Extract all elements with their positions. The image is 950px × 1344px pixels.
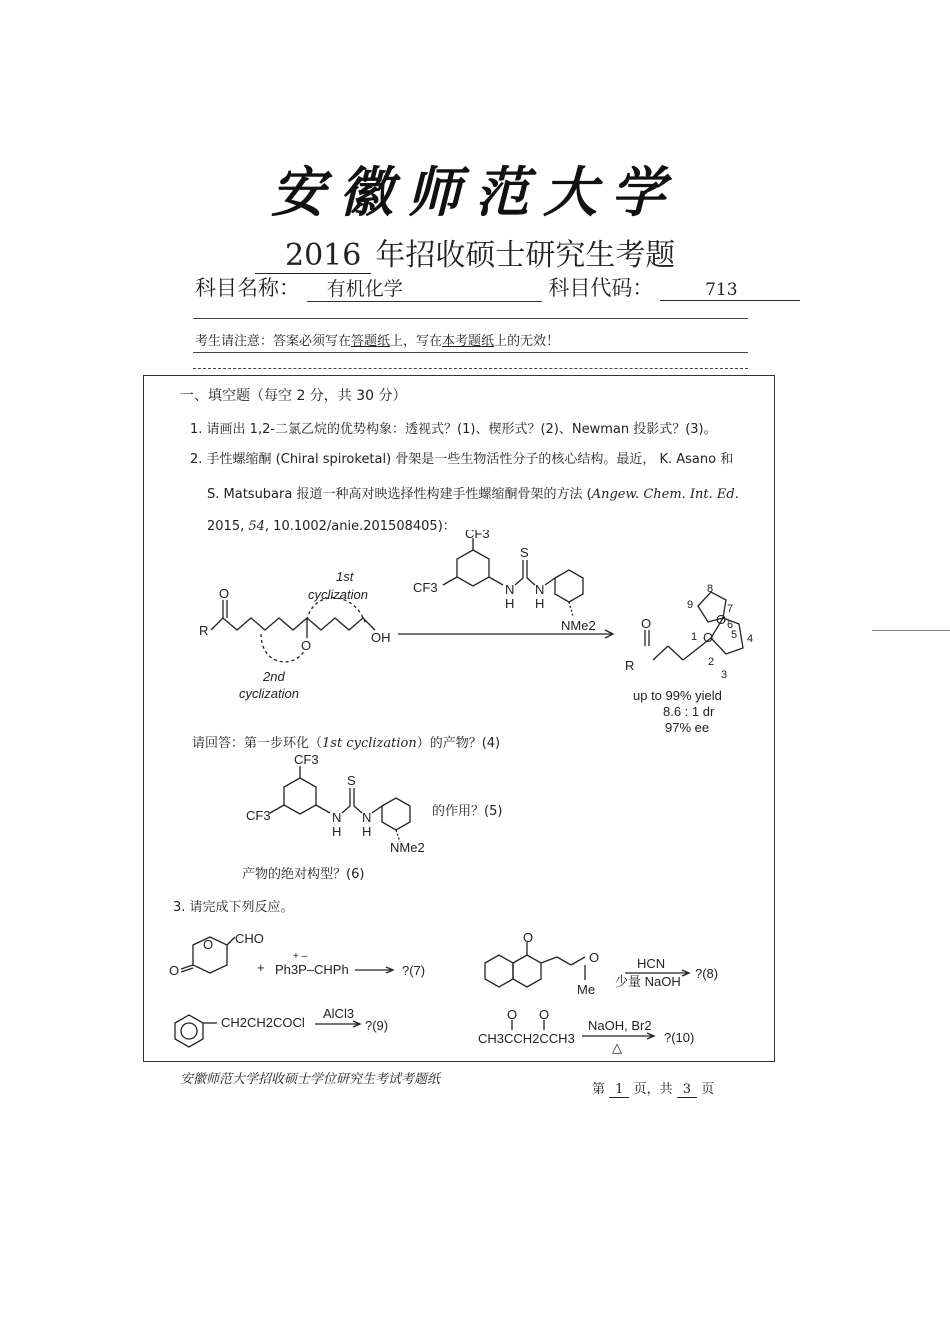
atom-number-4: 4 (747, 633, 754, 645)
q2-doi: , 10.1002/anie.201508405)： (264, 519, 456, 534)
catalyst2-cf3-top: CF3 (294, 752, 319, 767)
question-2-line2 (207, 483, 739, 502)
reaction-8 (475, 928, 765, 1003)
product-r: R (625, 658, 635, 673)
catalyst-n1: N (505, 582, 515, 597)
page-suffix: 页 (701, 1082, 715, 1097)
catalyst-n2: N (535, 582, 545, 597)
exam-title (255, 230, 675, 274)
r8-o-ketone: O (523, 930, 534, 945)
r8-o-methylketone: O (589, 950, 600, 965)
scan-artifact-line (872, 630, 950, 631)
atom-number-1: 1 (691, 631, 698, 643)
section-heading: 一、填空题（每空 2 分，共 30 分） (180, 388, 407, 404)
q2-ask1-italic: 1st cyclization (322, 736, 417, 751)
exam-title-text: 年招收硕士研究生考题 (375, 238, 676, 273)
question-2-ask3: 产物的绝对构型？(6) (242, 867, 365, 882)
r7-o-ring: O (203, 937, 214, 952)
reaction-10 (478, 1010, 738, 1055)
catalyst2-s: S (347, 773, 356, 788)
reaction-7 (165, 925, 455, 995)
reactant-r: R (199, 623, 209, 638)
label-first-cyclization-b: cyclization (308, 587, 368, 602)
question-3: 3. 请完成下列反应。 (173, 900, 294, 915)
r7-ylide: Ph3P–CHPh (275, 962, 349, 977)
label-second-cyclization-b: cyclization (239, 686, 299, 701)
r9-answer: ?(9) (365, 1018, 389, 1033)
subject-name-label: 科目名称： (195, 276, 300, 300)
q2-line2-text: S. Matsubara 报道一种高对映选择性构建手性螺缩酮骨架的方法 ( (207, 487, 592, 502)
spiroketal-reaction-scheme (143, 530, 773, 745)
header-rule-bottom (193, 368, 748, 369)
exam-notice (195, 330, 559, 349)
page-total: 3 (677, 1082, 697, 1098)
r7-o-exo: O (169, 963, 180, 978)
product-o1: O (703, 630, 714, 645)
page-prefix: 第 (592, 1082, 606, 1097)
atom-number-7: 7 (727, 603, 734, 615)
product-dr: 8.6 : 1 dr (663, 704, 715, 719)
r10-answer: ?(10) (664, 1030, 695, 1045)
notice-suffix: 上的无效！ (494, 334, 560, 349)
label-first-cyclization-a: 1st (336, 569, 354, 584)
question-2-ask2: 的作用？(5) (432, 804, 503, 819)
catalyst2-h1: H (332, 824, 342, 839)
r8-reagent-bottom: 少量 NaOH (615, 974, 681, 989)
catalyst2-cf3-left: CF3 (246, 808, 271, 823)
atom-number-8: 8 (707, 583, 714, 595)
notice-prefix: 考生请注意：答案必须写在 (195, 334, 352, 349)
footer-page-info (592, 1078, 714, 1097)
catalyst-nme2: NMe2 (561, 618, 596, 633)
question-2-line1: 2. 手性螺缩酮 (Chiral spiroketal) 骨架是一些生物活性分子的核心结构。最近， K. Asano 和 (190, 452, 734, 467)
catalyst-structure (240, 750, 440, 855)
q2-ask1-answer: ）的产物？(4) (416, 736, 501, 751)
catalyst-cf3-left: CF3 (413, 580, 438, 595)
r7-charges: + – (293, 951, 308, 962)
notice-question-sheet: 本考题纸 (442, 334, 495, 349)
r10-o2: O (539, 1010, 550, 1022)
question-1: 1. 请画出 1,2-二氯乙烷的优势构象：透视式？(1)、楔形式？(2)、Newman 投影式？(3)。 (190, 422, 717, 437)
q2-volume: 54 (248, 519, 265, 534)
r8-answer: ?(8) (695, 966, 719, 981)
q2-year: 2015, (207, 519, 249, 534)
atom-number-5: 5 (731, 629, 738, 641)
r8-reagent-top: HCN (637, 956, 666, 971)
r8-me: Me (577, 982, 596, 997)
catalyst2-h2: H (362, 824, 372, 839)
catalyst2-nme2: NMe2 (390, 840, 425, 855)
product-ee: 97% ee (665, 720, 710, 735)
product-o: O (641, 616, 652, 631)
subject-code-label: 科目代码： (548, 276, 654, 300)
r10-reagent-bottom: △ (612, 1040, 622, 1055)
catalyst2-n2: N (362, 810, 372, 825)
catalyst-s: S (520, 545, 529, 560)
product-yield: up to 99% yield (633, 688, 722, 703)
page-middle: 页，共 (633, 1082, 673, 1097)
r7-plus: + (257, 960, 265, 975)
atom-number-6: 6 (727, 619, 734, 631)
r10-reagent-top: NaOH, Br2 (588, 1018, 652, 1033)
r10-o1: O (507, 1010, 518, 1022)
q2-journal: Angew. Chem. Int. Ed. (591, 487, 739, 502)
notice-answer-sheet: 答题纸 (351, 334, 391, 349)
header-rule-top (193, 318, 748, 319)
notice-middle: 上，写在 (390, 334, 443, 349)
subject-row (195, 272, 800, 302)
reactant-o2: O (301, 638, 312, 653)
catalyst-h2: H (535, 596, 545, 611)
question-2-ask1 (192, 732, 500, 751)
r7-cho: CHO (235, 931, 264, 946)
university-title: 安徽师范大学 (271, 160, 679, 224)
catalyst-h1: H (505, 596, 515, 611)
reactant-oh: OH (371, 630, 391, 645)
subject-name: 有机化学 (307, 274, 542, 302)
product-o6: O (716, 612, 727, 627)
r7-answer: ?(7) (402, 963, 426, 978)
r9-reagent: AlCl3 (323, 1006, 355, 1021)
reaction-9 (165, 998, 425, 1048)
page-current: 1 (609, 1082, 629, 1098)
r10-substrate: CH3CCH2CCH3 (478, 1031, 575, 1046)
footer-title: 安徽师范大学招收硕士学位研究生考试考题纸 (180, 1072, 441, 1087)
r9-chain: CH2CH2COCl (221, 1015, 305, 1030)
reactant-o: O (219, 586, 230, 601)
label-second-cyclization-a: 2nd (263, 669, 285, 684)
q2-ask1-text: 请回答：第一步环化（ (192, 736, 323, 751)
atom-number-3: 3 (721, 669, 728, 681)
atom-number-9: 9 (687, 599, 694, 611)
header-rule-mid (193, 352, 748, 353)
subject-code: 713 (660, 280, 800, 301)
catalyst-cf3-top: CF3 (465, 530, 490, 541)
exam-year: 2016 (255, 238, 371, 274)
atom-number-2: 2 (708, 656, 715, 668)
catalyst2-n1: N (332, 810, 342, 825)
